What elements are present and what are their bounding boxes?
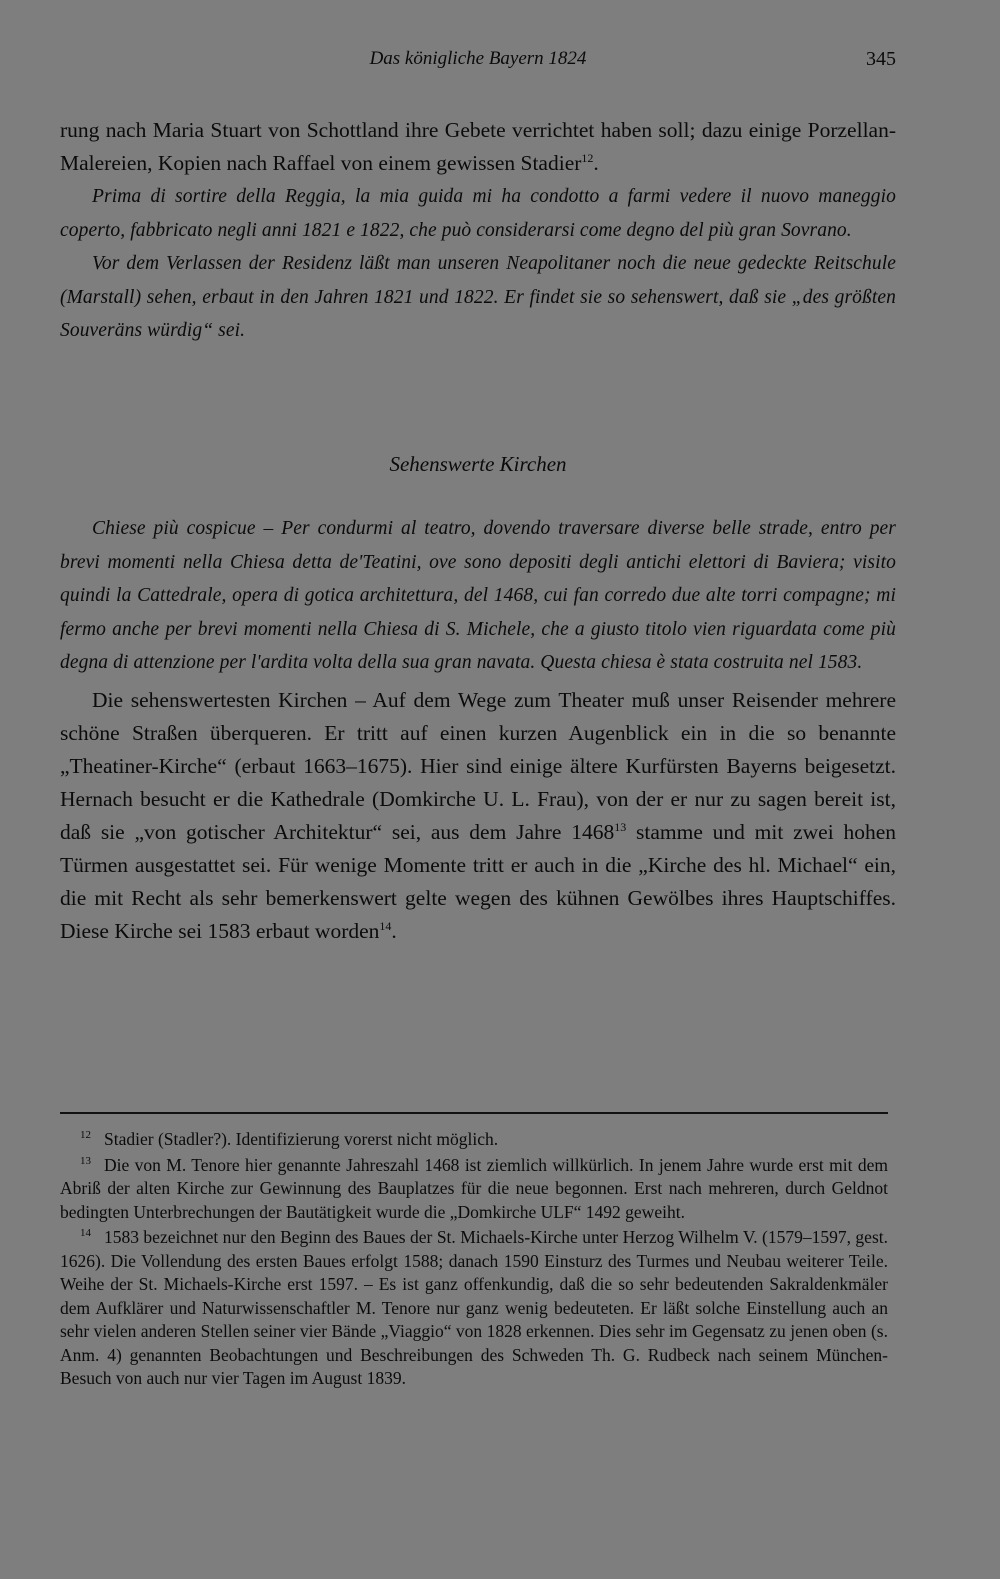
footnote-text: Stadier (Stadler?). Identifizierung vorerst nicht möglich. (104, 1129, 499, 1149)
footnote-text: Die von M. Tenore hier genannte Jahreszahl 1468 ist ziemlich willkürlich. In jenem Jahre wurde erst mit dem Abriß der alten Kirche zur Gewinnung des Bauplatzes für die neue begonnen. Erst nach mehreren, durch Geldnot bedingten Unterbrechungen der Bautätigkeit wurde die „Domkirche ULF“ 1492 geweiht. (60, 1154, 888, 1222)
footnotes (60, 1128, 888, 1393)
page-header (60, 48, 896, 78)
continuation-paragraph (60, 114, 896, 180)
german-paragraph-reitschule: Vor dem Verlassen der Residenz läßt man unseren Neapolitaner noch die neue gedeckte Reitschule (Marstall) sehen, erbaut in den Jahren 1821 und 1822. Er findet sie so sehenswert, daß sie „des größten Souveräns würdig“ sei. (60, 253, 896, 341)
footnote-ref-14: 14 (379, 918, 392, 933)
footnote-14: $^{14}$ 1583 bezeichnet nur den Beginn des Baues der St. Michaels-Kirche unter Herzog Wilhelm V. (1579–1597, gest. 1626). Die Vollendung des ersten Baues erfolgt 1588; danach 1590 Einsturz des Turmes und Neubau weiterer Teile. Weihe der St. Michaels-Kirche erst 1597. – Es ist ganz offenkundig, daß die so sehr bedeutenden Sakraldenkmäler dem Aufklärer und Naturwissenschaftler M. Tenore nur ganz wenig bedeuteten. Er läßt solche Einstellung auch an sehr vielen anderen Stellen seiner vier Bände „Viaggio“ von 1828 erkennen. Dies sehr im Gegensatz zu jenen oben (s. Anm. 4) genannten Beobachtungen und Beschreibungen des Schweden Th. G. Rudbeck nach seinem München-Besuch von auch nur vier Tagen im August 1839. (60, 1227, 888, 1388)
german-text-b: stamme und mit zwei hohen Türmen ausgestattet sei. Für wenige Momente tritt er auch in die „Kirche des hl. Michael“ ein, die mit Recht als sehr bemerkenswert gelte wegen des kühnen Gewölbes ihres Hauptschiffes. Diese Kirche sei 1583 erbaut worden (60, 819, 897, 943)
churches-text-block (60, 512, 896, 948)
top-text-block (60, 114, 896, 348)
footnote-13: $^{13}$ Die von M. Tenore hier genannte Jahreszahl 1468 ist ziemlich willkürlich. In jenem Jahre wurde erst mit dem Abriß der alten Kirche zur Gewinnung des Bauplatzes für die neue begonnen. Erst nach mehreren, durch Geldnot bedingten Unterbrechungen der Bautätigkeit wurde die „Domkirche ULF“ 1492 geweiht. (60, 1154, 888, 1222)
footnote-12: $^{12}$ Stadier (Stadler?). Identifizierung vorerst nicht möglich. (80, 1129, 499, 1149)
section-heading: Sehenswerte Kirchen (389, 452, 567, 476)
page-number: 345 (866, 48, 896, 70)
footnote-rule (60, 1112, 888, 1114)
footnote-ref-13: 13 (614, 819, 627, 834)
continuation-text: rung nach Maria Stuart von Schottland ihre Gebete verrichtet haben soll; dazu einige Porzellan-Malereien, Kopien nach Raffael von einem gewissen Stadier (60, 118, 896, 175)
german-paragraph-kirchen (60, 684, 896, 948)
continuation-end: . (593, 151, 599, 175)
italian-paragraph-reggia: Prima di sortire della Reggia, la mia guida mi ha condotto a farmi vedere il nuovo maneggio coperto, fabbricato negli anni 1821 e 1822, che può considerarsi come degno del più gran Sovrano. (60, 186, 896, 241)
german-text-end: . (391, 918, 397, 943)
footnote-ref-12: 12 (581, 151, 594, 165)
running-title: Das königliche Bayern 1824 (369, 48, 587, 69)
italian-paragraph-chiese: Chiese più cospicue – Per condurmi al teatro, dovendo traversare diverse belle strade, entro per brevi momenti nella Chiesa detta de'Teatini, ove sono depositi degli antichi elettori di Baviera; visito quindi la Cattedrale, opera di gotica architettura, del 1468, cui fan corredo due alte torri compagne; mi fermo anche per brevi momenti nella Chiesa di S. Michele, che a giusto titolo vien riguardata come più degna di attenzione per l'ardita volta della sua gran navata. Questa chiesa è stata costruita nel 1583. (60, 518, 896, 673)
footnote-text: 1583 bezeichnet nur den Beginn des Baues der St. Michaels-Kirche unter Herzog Wilhelm V. (1579–1597, gest. 1626). Die Vollendung des ersten Baues erfolgt 1588; danach 1590 Einsturz des Turmes und Neubau weiterer Teile. Weihe der St. Michaels-Kirche erst 1597. – Es ist ganz offenkundig, daß die so sehr bedeutenden Sakraldenkmäler dem Aufklärer und Naturwissenschaftler M. Tenore nur ganz wenig bedeuteten. Er läßt solche Einstellung auch an sehr vielen anderen Stellen seiner vier Bände „Viaggio“ von 1828 erkennen. Dies sehr im Gegensatz zu jenen oben (s. Anm. 4) genannten Beobachtungen und Beschreibungen des Schweden Th. G. Rudbeck nach seinem München-Besuch von auch nur vier Tagen im August 1839. (60, 1227, 888, 1388)
german-text-a: Die sehenswertesten Kirchen – Auf dem Wege zum Theater muß unser Reisender mehrere schöne Straßen überqueren. Er tritt auf einen kurzen Augenblick ein in die so benannte „Theatiner-Kirche“ (erbaut 1663–1675). Hier sind einige ältere Kurfürsten Bayerns beigesetzt. Hernach besucht er die Kathedrale (Domkirche U. L. Frau), von der er nur zu sagen bereit ist, daß sie „von gotischer Architektur“ sei, aus dem Jahre 1468 (60, 687, 896, 844)
